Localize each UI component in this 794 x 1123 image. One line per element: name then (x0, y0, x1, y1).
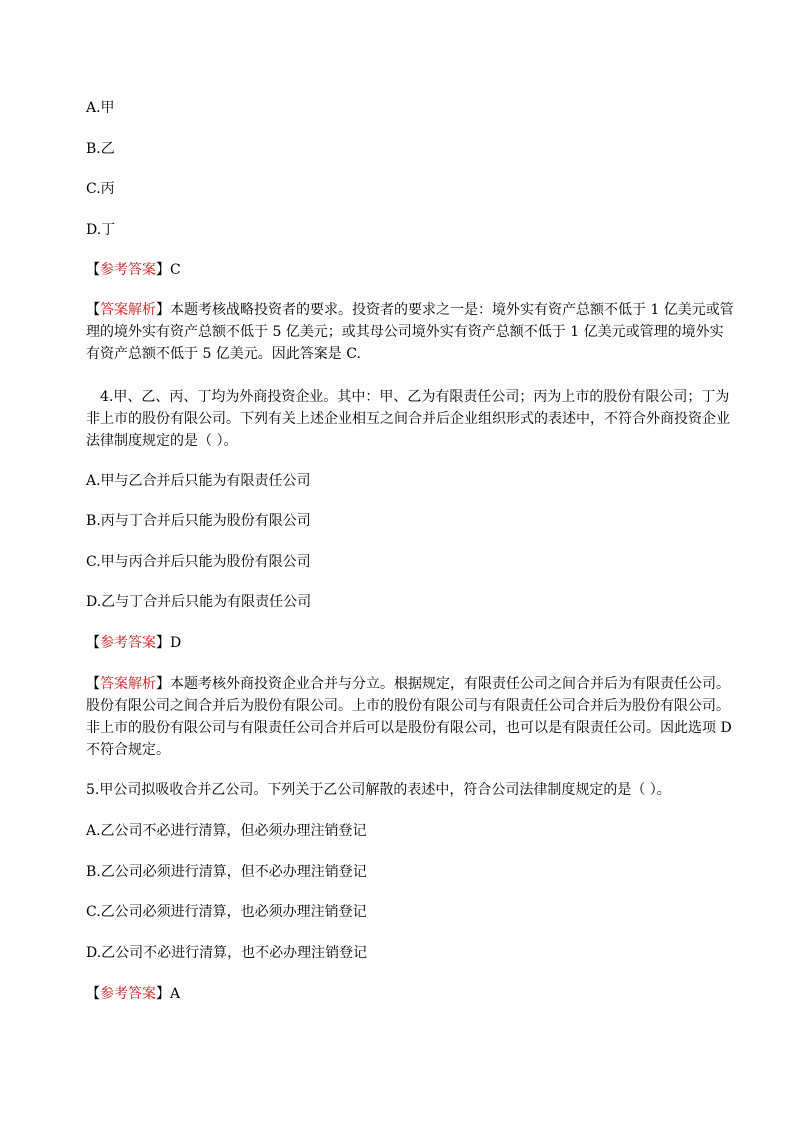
q3-option-c: C.丙 (86, 181, 115, 197)
q3-analysis-label: 答案解析 (100, 302, 156, 318)
q4-analysis-text: 本题考核外商投资企业合并与分立。根据规定，有限责任公司之间合并后为有限责任公司。股份有限公司之间合并后为股份有限公司。上市的股份有限公司与有限责任公司合并后为股份有限公司。非上市的股份有限公司与有限责任公司合并后可以是股份有限公司，也可以是有限责任公司。因此选项 D 不符合规定。 (86, 676, 732, 758)
q3-option-a: A.甲 (86, 100, 115, 116)
q3-answer-label: 参考答案 (100, 262, 156, 278)
q4-answer-value: D (170, 635, 182, 651)
q3-option-d: D.丁 (86, 222, 116, 238)
q4-answer: 【参考答案】D (86, 635, 182, 651)
q3-analysis: 【答案解析】本题考核战略投资者的要求。投资者的要求之一是：境外实有资产总额不低于 1 亿美元或管理的境外实有资产总额不低于 5 亿美元；或其母公司境外实有资产总额不低于 1 亿美元或管理的境外实有资产总额不低于 5 亿美元。因此答案是 C. (86, 302, 734, 362)
q4-analysis: 【答案解析】本题考核外商投资企业合并与分立。根据规定，有限责任公司之间合并后为有限责任公司。股份有限公司之间合并后为股份有限公司。上市的股份有限公司与有限责任公司合并后为股份有限公司。非上市的股份有限公司与有限责任公司合并后可以是股份有限公司，也可以是有限责任公司。因此选项 D 不符合规定。 (86, 676, 732, 758)
q5-option-a: A.乙公司不必进行清算，但必须办理注销登记 (86, 823, 367, 839)
q5-answer-label: 参考答案 (100, 986, 156, 1002)
q3-analysis-text: 本题考核战略投资者的要求。投资者的要求之一是：境外实有资产总额不低于 1 亿美元或管理的境外实有资产总额不低于 5 亿美元；或其母公司境外实有资产总额不低于 1 亿美元或管理的境外实有资产总额不低于 5 亿美元。因此答案是 C. (86, 302, 734, 362)
q5-option-c: C.乙公司必须进行清算，也必须办理注销登记 (86, 904, 367, 920)
q5-option-b: B.乙公司必须进行清算，但不必办理注销登记 (86, 864, 367, 880)
q3-option-b: B.乙 (86, 141, 115, 157)
q4-analysis-label: 答案解析 (100, 676, 156, 692)
q3-answer: 【参考答案】C (86, 262, 181, 278)
q4-option-d: D.乙与丁合并后只能为有限责任公司 (86, 594, 312, 610)
q5-answer: 【参考答案】A (86, 986, 181, 1002)
q5-answer-value: A (170, 986, 181, 1002)
q5-option-d: D.乙公司不必进行清算，也不必办理注销登记 (86, 945, 368, 961)
q4-option-c: C.甲与丙合并后只能为股份有限公司 (86, 554, 311, 570)
q4-question: 4.甲、乙、丙、丁均为外商投资企业。其中：甲、乙为有限责任公司；丙为上市的股份有限公司；丁为非上市的股份有限公司。下列有关上述企业相互之间合并后企业组织形式的表述中，不符合外商投资企业法律制度规定的是（ ）。 (86, 389, 730, 449)
q4-option-a: A.甲与乙合并后只能为有限责任公司 (86, 473, 311, 489)
q5-question: 5.甲公司拟吸收合并乙公司。下列关于乙公司解散的表述中，符合公司法律制度规定的是（ ）。 (86, 782, 671, 798)
q3-answer-value: C (170, 262, 181, 278)
q4-option-b: B.丙与丁合并后只能为股份有限公司 (86, 513, 311, 529)
q4-answer-label: 参考答案 (100, 635, 156, 651)
